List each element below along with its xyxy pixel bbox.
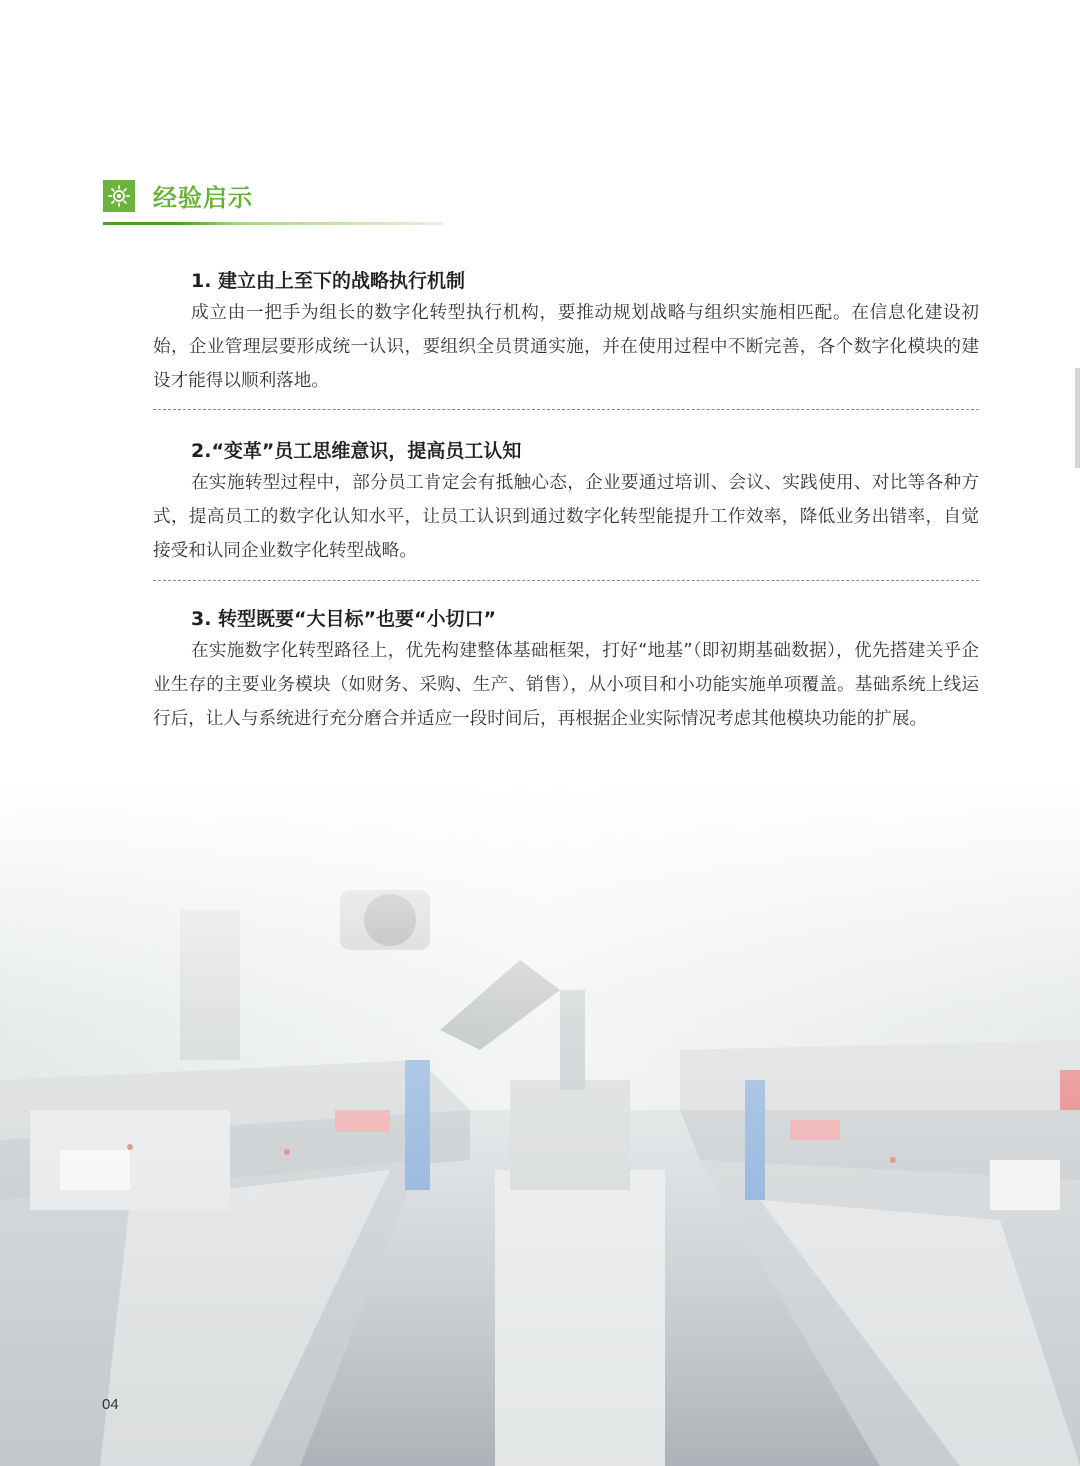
divider [153,409,979,410]
section-header [103,180,443,226]
item-body: 在实施数字化转型路径上，优先构建整体基础框架，打好“地基”（即初期基础数据），优先搭建关乎企业生存的主要业务模块（如财务、采购、生产、销售），从小项目和小功能实施单项覆盖。基础系统上线运行后，让人与系统进行充分磨合并适应一段时间后，再根据企业实际情况考虑其他模块功能的扩展。 [153,641,979,729]
page-number: 04 [102,1396,119,1413]
header-underline [103,222,443,225]
item-body: 在实施转型过程中，部分员工肯定会有抵触心态，企业要通过培训、会议、实践使用、对比等各种方式，提高员工的数字化认知水平，让员工认识到通过数字化转型能提升工作效率，降低业务出错率，自觉接受和认同企业数字化转型战略。 [153,473,979,561]
lightbulb-icon [103,180,135,212]
page-edge-tab [1075,368,1080,468]
item-title: 3. 转型既要“大目标”也要“小切口” [191,608,497,630]
section-title: 经验启示 [153,184,253,212]
item-title: 1. 建立由上至下的战略执行机制 [191,270,466,292]
divider [153,580,979,581]
factory-line-photo [0,780,1080,1466]
item-title: 2.“变革”员工思维意识，提高员工认知 [191,440,522,462]
item-body: 成立由一把手为组长的数字化转型执行机构，要推动规划战略与组织实施相匹配。在信息化建设初始，企业管理层要形成统一认识，要组织全员贯通实施，并在使用过程中不断完善，各个数字化模块的建设才能得以顺利落地。 [153,303,979,391]
